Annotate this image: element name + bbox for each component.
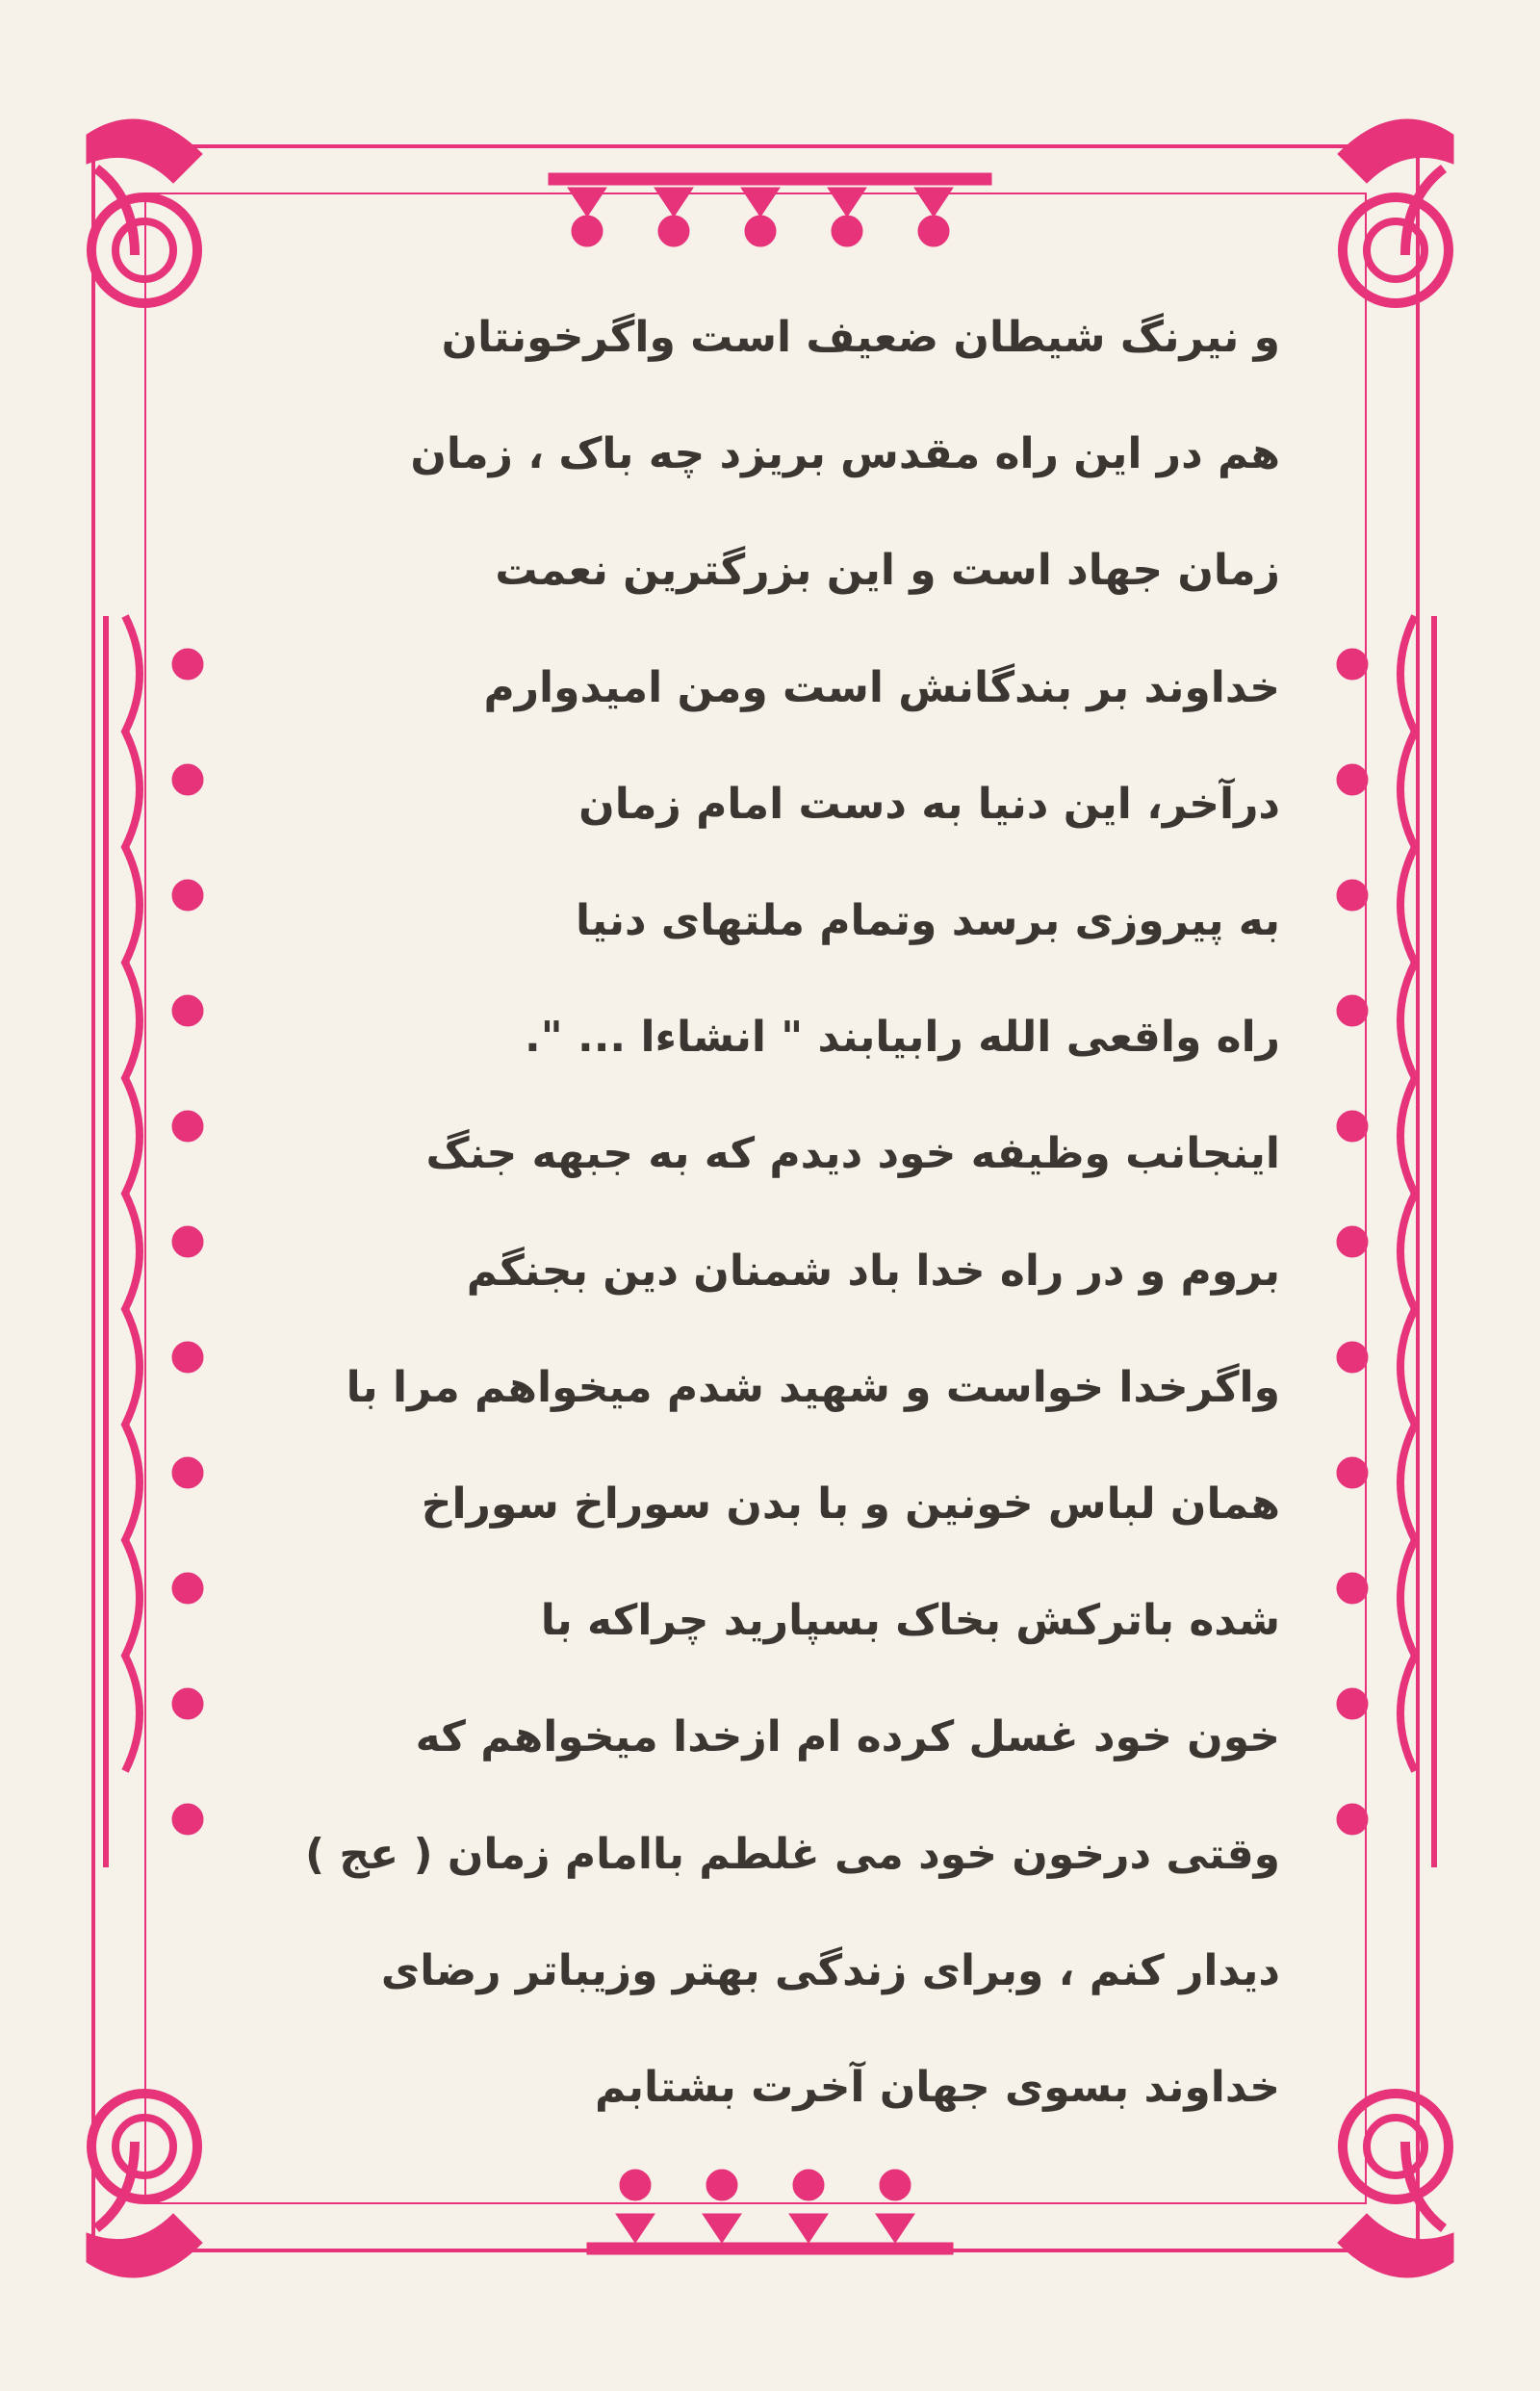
text-line-8: اینجانب وظیفه خود دیدم که به جبهه جنگ <box>425 1129 1280 1179</box>
text-line-16: خداوند بسوی جهان آخرت بشتابم <box>595 2062 1280 2112</box>
text-line-14: وقتی درخون خود می غلطم باامام زمان ( عج ) <box>304 1829 1280 1879</box>
top-flower-row <box>549 173 991 246</box>
text-line-10: واگرخدا خواست و شهید شدم میخواهم مرا با <box>346 1362 1280 1412</box>
text-line-6: به پیروزی برسد وتمام ملتهای دنیا <box>575 896 1280 946</box>
text-line-11: همان لباس خونین و با بدن سوراخ سوراخ <box>421 1478 1280 1529</box>
right-side-rosettes <box>1337 616 1434 1867</box>
corner-scroll-bottom-left <box>87 2094 202 2277</box>
corner-scroll-top-left <box>87 119 202 303</box>
text-line-4: خداوند بر بندگانش است ومن امیدوارم <box>483 662 1280 712</box>
text-line-7: راه واقعی الله رابیابند " انشاءا ... ". <box>525 1013 1280 1063</box>
bottom-flower-row <box>587 2170 953 2254</box>
text-line-12: شده باترکش بخاک بسپارید چراکه با <box>540 1596 1280 1646</box>
text-line-15: دیدار کنم ، وبرای زندگی بهتر وزیباتر رضای <box>380 1945 1280 1995</box>
corner-scroll-bottom-right <box>1338 2094 1453 2277</box>
text-line-2: هم در این راه مقدس بریزد چه باک ، زمان <box>410 429 1280 479</box>
text-line-9: بروم و در راه خدا باد شمنان دین بجنگم <box>466 1246 1280 1296</box>
text-line-13: خون خود غسل کرده ام ازخدا میخواهم که <box>415 1712 1280 1762</box>
corner-scroll-top-right <box>1338 119 1453 303</box>
left-side-rosettes <box>106 616 203 1867</box>
text-line-1: و نیرنگ شیطان ضعیف است واگرخونتان <box>441 313 1280 363</box>
text-line-5: درآخر، این دنیا به دست امام زمان <box>578 779 1280 829</box>
body-text <box>231 279 1280 2166</box>
text-line-3: زمان جهاد است و این بزرگترین نعمت <box>495 546 1280 596</box>
